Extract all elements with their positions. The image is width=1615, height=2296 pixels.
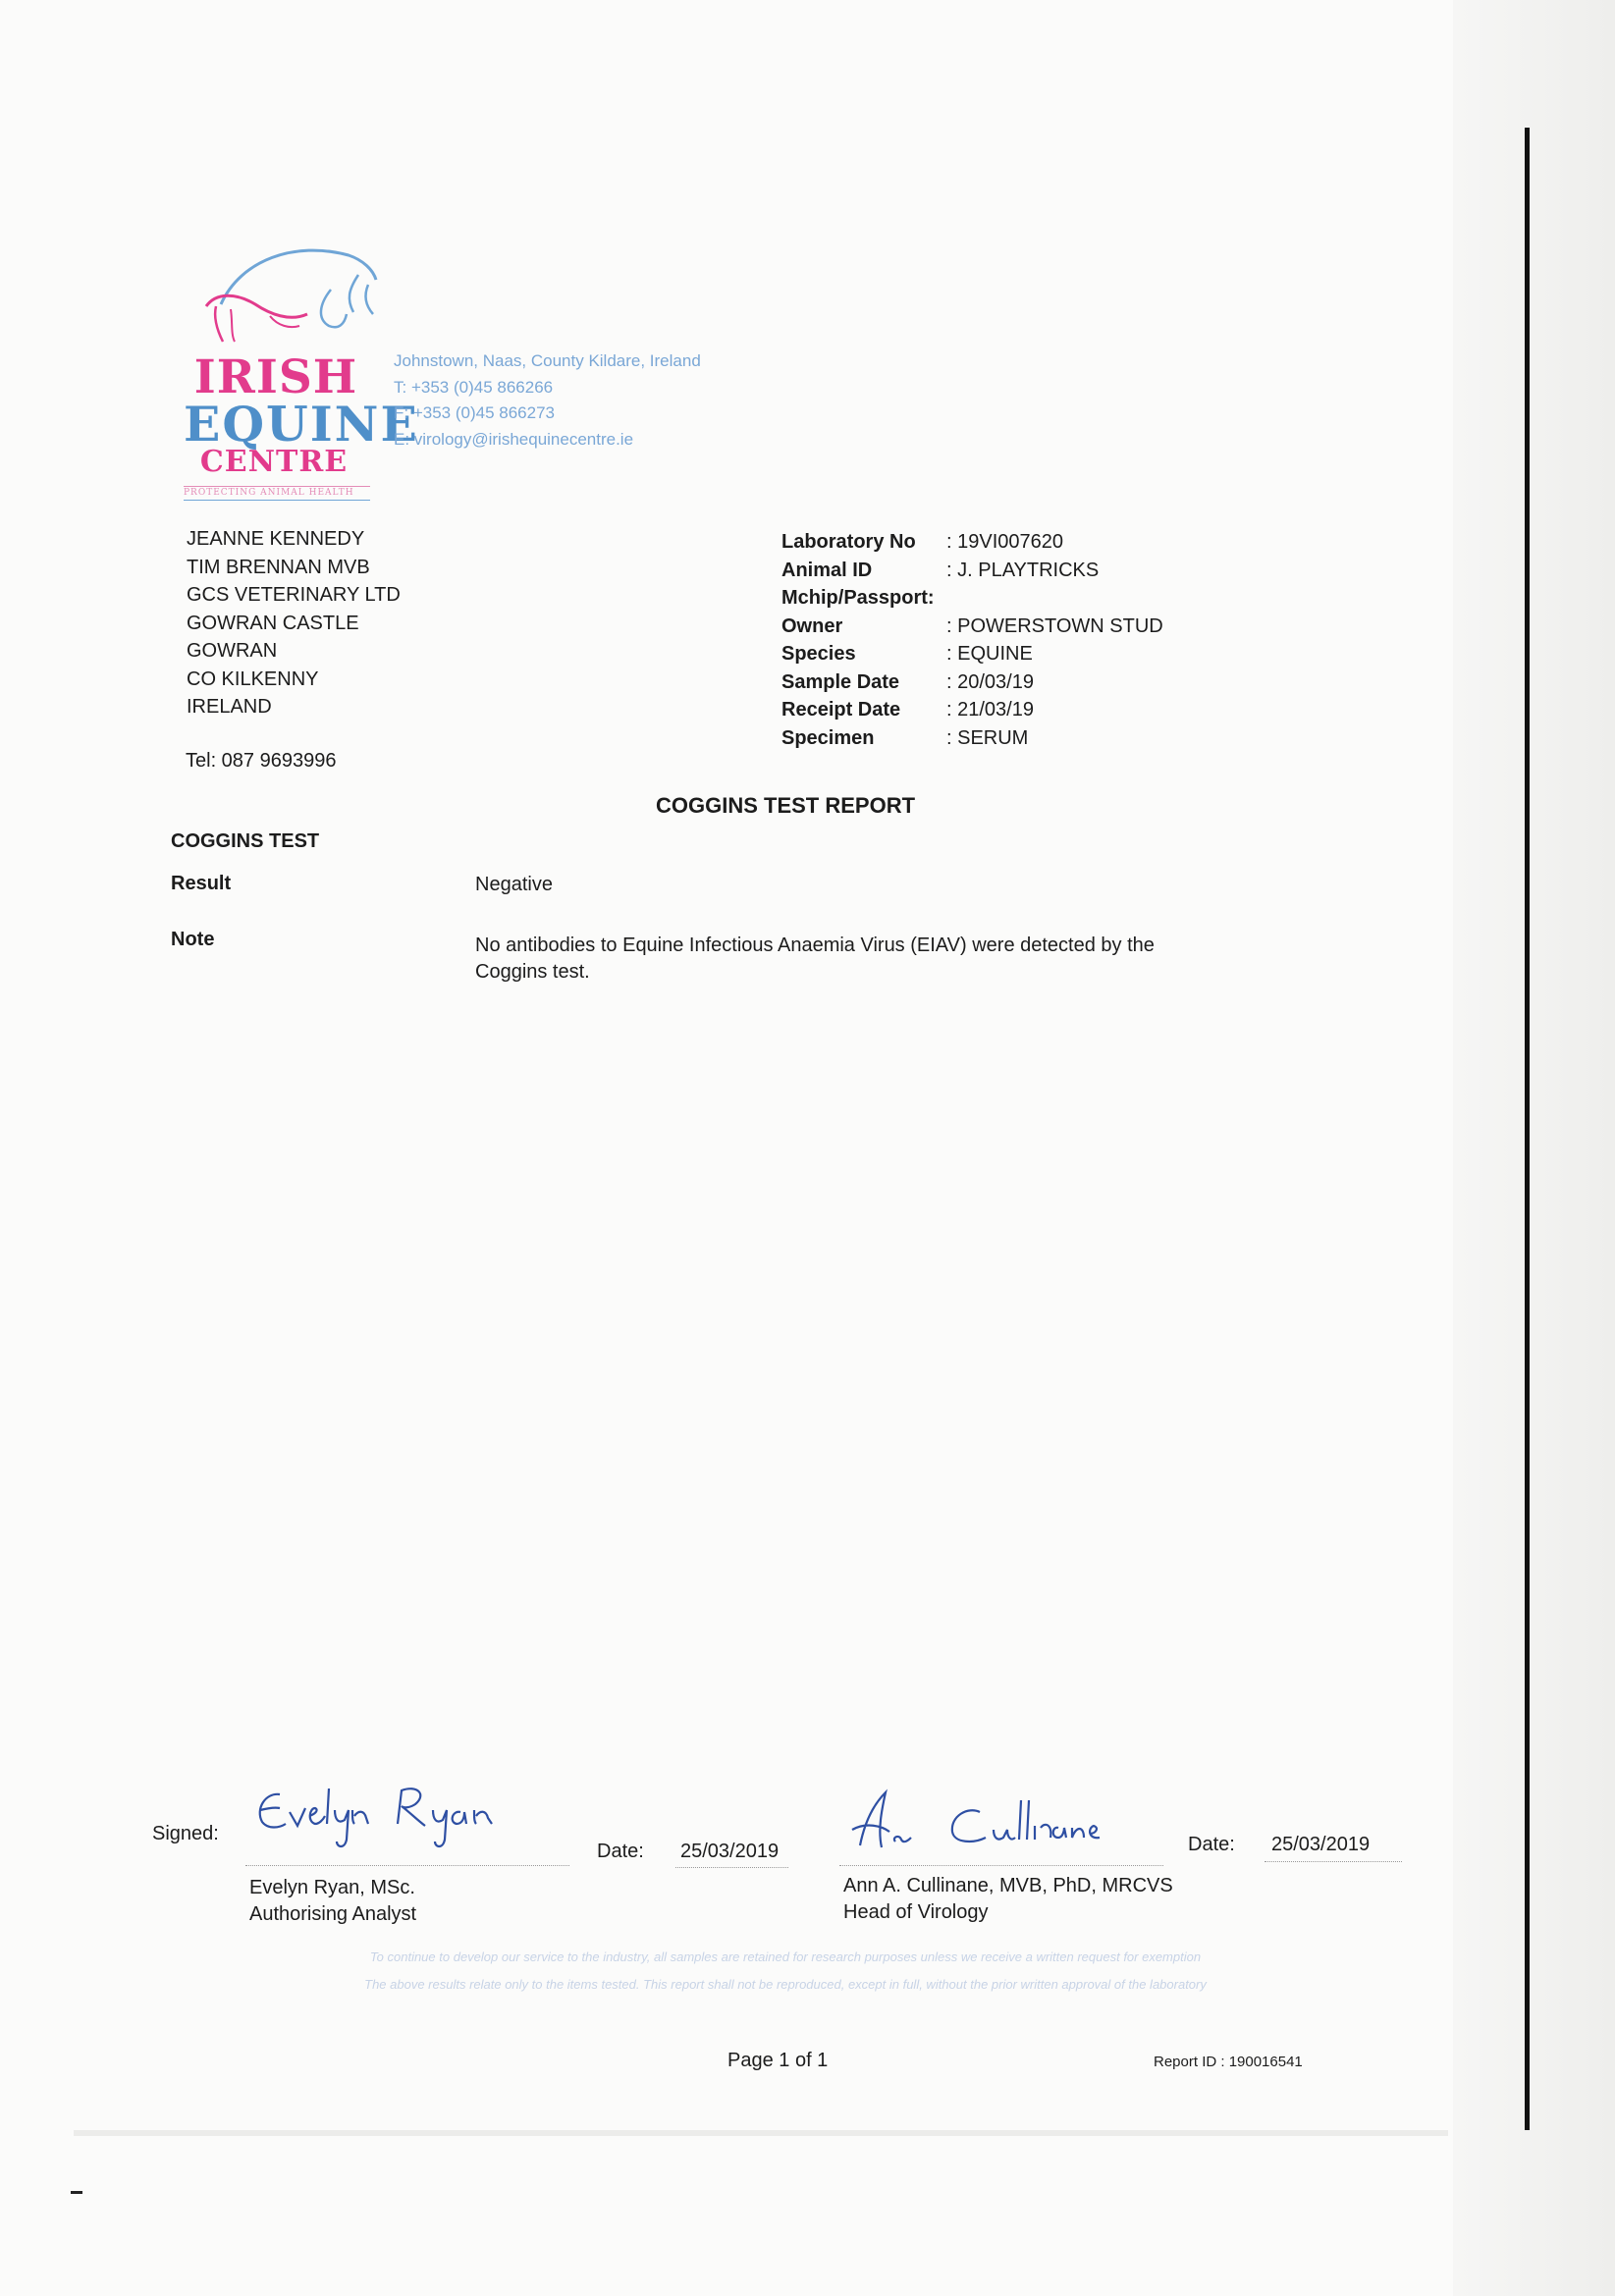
detail-label: Specimen xyxy=(781,726,875,749)
disclaimer xyxy=(226,1944,1345,1999)
date-label: Date: xyxy=(1188,1834,1235,1855)
signer-role: Authorising Analyst xyxy=(249,1903,417,1925)
address-line: IRELAND xyxy=(187,696,272,718)
signer-1 xyxy=(249,1875,416,1928)
signer-role: Head of Virology xyxy=(843,1901,989,1923)
detail-label: Species xyxy=(781,643,856,665)
logo-word-irish: IRISH xyxy=(193,350,358,404)
lab-fax: F: +353 (0)45 866273 xyxy=(394,403,555,422)
disclaimer-line: To continue to develop our service to the industry, all samples are retained for research purposes unless we receive a written request for exemption xyxy=(369,1949,1202,1964)
lab-phone: T: +353 (0)45 866266 xyxy=(394,377,554,397)
date-value: 25/03/2019 xyxy=(680,1841,780,1862)
signature-ann-cullinane xyxy=(842,1787,1137,1865)
address-line: GOWRAN xyxy=(187,640,278,662)
signature-line xyxy=(839,1865,1163,1866)
scan-border-bar xyxy=(1525,128,1530,2130)
signed-label: Signed: xyxy=(152,1823,219,1844)
detail-value: : 19VI007620 xyxy=(946,531,1063,553)
address-line: CO KILKENNY xyxy=(187,667,319,690)
logo-word-centre: CENTRE xyxy=(199,445,349,479)
recipient-address xyxy=(187,525,401,721)
address-line: GCS VETERINARY LTD xyxy=(187,584,401,606)
address-line: GOWRAN CASTLE xyxy=(187,612,359,634)
detail-label: Receipt Date xyxy=(781,699,901,721)
address-line: TIM BRENNAN MVB xyxy=(187,556,370,578)
disclaimer-line: The above results relate only to the items tested. This report shall not be reproduced, except in full, without the prior written approval of the laboratory xyxy=(364,1977,1207,1992)
detail-value: : SERUM xyxy=(946,726,1029,749)
detail-value: : 21/03/19 xyxy=(946,699,1034,721)
detail-value: : EQUINE xyxy=(946,643,1033,665)
horse-icon xyxy=(201,236,388,348)
report-id: Report ID : 190016541 xyxy=(1154,2054,1303,2070)
date-value: 25/03/2019 xyxy=(1271,1834,1371,1855)
address-line: JEANNE KENNEDY xyxy=(187,528,365,550)
detail-label: Sample Date xyxy=(781,670,900,693)
lab-email: E: virology@irishequinecentre.ie xyxy=(394,429,634,449)
detail-label: Laboratory No xyxy=(781,531,916,553)
detail-label: Mchip/Passport: xyxy=(781,587,935,609)
result-label: Result xyxy=(171,873,232,894)
report-title: COGGINS TEST REPORT xyxy=(656,793,916,818)
scan-edge-shadow xyxy=(1453,0,1615,2296)
note-value: No antibodies to Equine Infectious Anaemia Virus (EIAV) were detected by the Coggins test. xyxy=(475,934,1155,983)
date-label: Date: xyxy=(597,1841,644,1862)
recipient-tel: Tel: 087 9693996 xyxy=(186,750,337,772)
signer-name: Ann A. Cullinane, MVB, PhD, MRCVS xyxy=(843,1875,1173,1896)
detail-label: Animal ID xyxy=(781,559,873,581)
lab-address: Johnstown, Naas, County Kildare, Ireland xyxy=(394,351,701,370)
signature-line xyxy=(245,1865,569,1866)
scan-bottom-shadow xyxy=(74,2130,1448,2136)
note-label: Note xyxy=(171,929,215,950)
section-title: COGGINS TEST xyxy=(171,830,320,852)
detail-value: : J. PLAYTRICKS xyxy=(946,559,1100,581)
irish-equine-centre-logo xyxy=(182,236,419,506)
signer-name: Evelyn Ryan, MSc. xyxy=(249,1877,415,1898)
result-value: Negative xyxy=(475,874,553,895)
signature-evelyn-ryan xyxy=(250,1775,525,1853)
scan-mark xyxy=(71,2191,82,2194)
logo-tagline: PROTECTING ANIMAL HEALTH xyxy=(184,486,370,501)
page-number: Page 1 of 1 xyxy=(727,2050,829,2071)
detail-value: : POWERSTOWN STUD xyxy=(946,614,1163,637)
detail-value: : 20/03/19 xyxy=(946,670,1034,693)
date-line xyxy=(675,1867,788,1868)
lab-contact-block xyxy=(394,348,701,453)
date-line xyxy=(1265,1861,1402,1862)
detail-label: Owner xyxy=(781,614,843,637)
logo-word-equine: EQUINE xyxy=(184,396,419,453)
signer-2 xyxy=(843,1873,1173,1926)
